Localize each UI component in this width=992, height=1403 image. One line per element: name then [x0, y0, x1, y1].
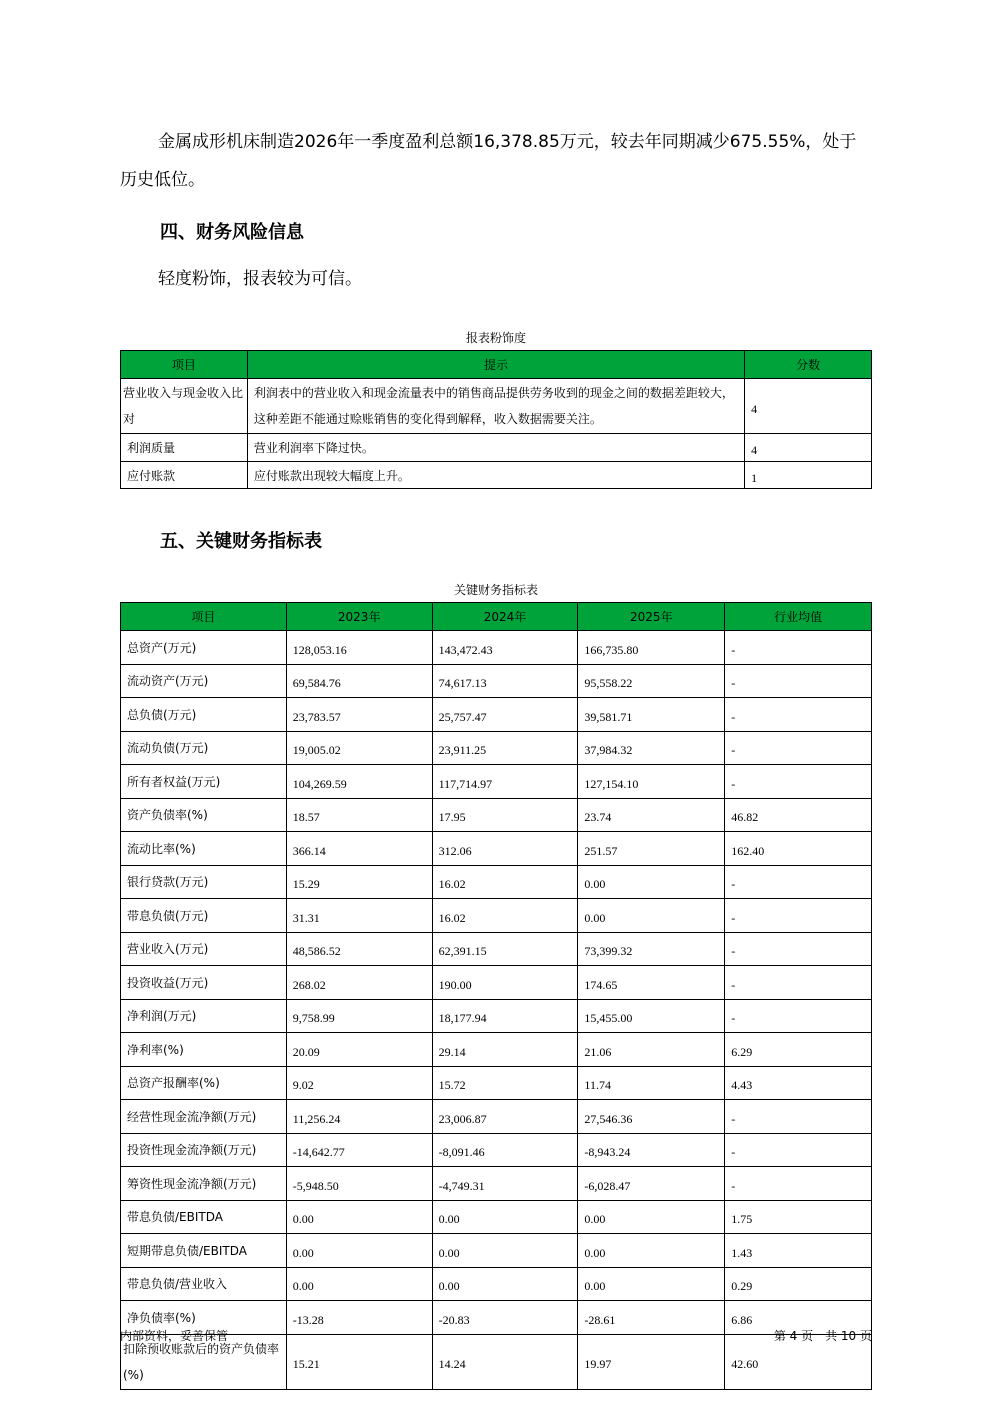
table-row	[121, 434, 872, 462]
kpi-2025: 166,735.80	[578, 631, 725, 665]
kpi-2024: 25,757.47	[432, 698, 578, 732]
kpi-industry-avg: -	[725, 865, 872, 899]
kpi-2025: 0.00	[578, 1267, 725, 1301]
kpi-item: 扣除预收账款后的资产负债率(%)	[121, 1334, 287, 1389]
table-row	[121, 966, 872, 1000]
risk-score: 4	[745, 379, 872, 434]
kpi-2024: 17.95	[432, 798, 578, 832]
section-4-title: 四、财务风险信息	[160, 222, 304, 243]
kpi-2025: 0.00	[578, 899, 725, 933]
kpi-2023: 268.02	[286, 966, 432, 1000]
table-row	[121, 865, 872, 899]
kpi-2023: 9.02	[286, 1066, 432, 1100]
kpi-industry-avg: 6.86	[725, 1301, 872, 1335]
kpi-item: 短期带息负债/EBITDA	[121, 1234, 287, 1268]
kpi-2023: -5,948.50	[286, 1167, 432, 1201]
kpi-2024: 0.00	[432, 1234, 578, 1268]
kpi-2024: 190.00	[432, 966, 578, 1000]
kpi-2023: 9,758.99	[286, 999, 432, 1033]
kpi-2025: 19.97	[578, 1334, 725, 1389]
kpi-2023: 19,005.02	[286, 731, 432, 765]
kpi-2023: 23,783.57	[286, 698, 432, 732]
kpi-2025: 23.74	[578, 798, 725, 832]
table-row	[121, 1066, 872, 1100]
kpi-2025: 0.00	[578, 1234, 725, 1268]
kpi-2023: 69,584.76	[286, 664, 432, 698]
kpi-2025: 21.06	[578, 1033, 725, 1067]
kpi-2024: 18,177.94	[432, 999, 578, 1033]
table-row	[121, 1133, 872, 1167]
table-row	[121, 462, 872, 489]
kpi-item: 带息负债/EBITDA	[121, 1200, 287, 1234]
kpi-2024: 23,911.25	[432, 731, 578, 765]
kpi-industry-avg: -	[725, 899, 872, 933]
risk-table-header-row	[121, 351, 872, 379]
intro-line-2: 历史低位。	[120, 170, 205, 190]
kpi-2023: 20.09	[286, 1033, 432, 1067]
kpi-item: 流动资产(万元)	[121, 664, 287, 698]
kpi-2024: 117,714.97	[432, 765, 578, 799]
kpi-item: 总资产(万元)	[121, 631, 287, 665]
kpi-2025: 251.57	[578, 832, 725, 866]
risk-score: 4	[745, 434, 872, 462]
risk-item: 应付账款	[121, 462, 248, 489]
risk-summary-text: 轻度粉饰，报表较为可信。	[158, 269, 362, 289]
table-row	[121, 899, 872, 933]
kpi-2024: -4,749.31	[432, 1167, 578, 1201]
kpi-2023: 0.00	[286, 1267, 432, 1301]
kpi-item: 资产负债率(%)	[121, 798, 287, 832]
kpi-2023: 15.21	[286, 1334, 432, 1389]
kpi-header-2024: 2024年	[432, 603, 578, 631]
kpi-item: 总负债(万元)	[121, 698, 287, 732]
kpi-2023: 0.00	[286, 1234, 432, 1268]
kpi-2023: -14,642.77	[286, 1133, 432, 1167]
kpi-item: 营业收入(万元)	[121, 932, 287, 966]
kpi-industry-avg: 1.43	[725, 1234, 872, 1268]
kpi-industry-avg: -	[725, 731, 872, 765]
kpi-header-2023: 2023年	[286, 603, 432, 631]
kpi-item: 所有者权益(万元)	[121, 765, 287, 799]
kpi-2023: 18.57	[286, 798, 432, 832]
risk-item: 利润质量	[121, 434, 248, 462]
kpi-2024: 62,391.15	[432, 932, 578, 966]
table-row	[121, 932, 872, 966]
kpi-industry-avg: 1.75	[725, 1200, 872, 1234]
kpi-2024: 15.72	[432, 1066, 578, 1100]
kpi-2025: 11.74	[578, 1066, 725, 1100]
table-row	[121, 999, 872, 1033]
kpi-2023: -13.28	[286, 1301, 432, 1335]
kpi-item: 投资性现金流净额(万元)	[121, 1133, 287, 1167]
table-row	[121, 664, 872, 698]
risk-table	[120, 350, 872, 489]
risk-table-caption: 报表粉饰度	[465, 331, 526, 345]
table-row	[121, 698, 872, 732]
kpi-industry-avg: 46.82	[725, 798, 872, 832]
kpi-table	[120, 602, 872, 1390]
kpi-2023: 31.31	[286, 899, 432, 933]
kpi-industry-avg: 6.29	[725, 1033, 872, 1067]
kpi-2025: 73,399.32	[578, 932, 725, 966]
table-row	[121, 1167, 872, 1201]
kpi-2025: -6,028.47	[578, 1167, 725, 1201]
kpi-2025: 37,984.32	[578, 731, 725, 765]
intro-paragraph	[120, 123, 872, 199]
kpi-2024: -20.83	[432, 1301, 578, 1335]
kpi-2023: 0.00	[286, 1200, 432, 1234]
intro-line-1: 金属成形机床制造2026年一季度盈利总额16,378.85万元，较去年同期减少675.55%，处于	[158, 132, 857, 152]
kpi-industry-avg: 0.29	[725, 1267, 872, 1301]
kpi-2024: -8,091.46	[432, 1133, 578, 1167]
kpi-industry-avg: -	[725, 999, 872, 1033]
risk-hint: 营业利润率下降过快。	[247, 434, 744, 462]
table-row	[121, 1234, 872, 1268]
kpi-2024: 74,617.13	[432, 664, 578, 698]
kpi-industry-avg: -	[725, 1167, 872, 1201]
table-row	[121, 631, 872, 665]
kpi-header-item: 项目	[121, 603, 287, 631]
kpi-2024: 0.00	[432, 1200, 578, 1234]
kpi-2024: 0.00	[432, 1267, 578, 1301]
table-row	[121, 731, 872, 765]
kpi-2024: 16.02	[432, 865, 578, 899]
table-row	[121, 1301, 872, 1335]
kpi-table-header-row	[121, 603, 872, 631]
kpi-item: 流动比率(%)	[121, 832, 287, 866]
kpi-table-caption: 关键财务指标表	[453, 583, 538, 597]
table-row	[121, 1200, 872, 1234]
kpi-item: 经营性现金流净额(万元)	[121, 1100, 287, 1134]
kpi-industry-avg: 4.43	[725, 1066, 872, 1100]
kpi-item: 筹资性现金流净额(万元)	[121, 1167, 287, 1201]
kpi-item: 净负债率(%)	[121, 1301, 287, 1335]
kpi-industry-avg: -	[725, 765, 872, 799]
kpi-item: 带息负债/营业收入	[121, 1267, 287, 1301]
risk-hint: 利润表中的营业收入和现金流量表中的销售商品提供劳务收到的现金之间的数据差距较大，这种差距不能通过赊账销售的变化得到解释，收入数据需要关注。	[247, 379, 744, 434]
kpi-item: 投资收益(万元)	[121, 966, 287, 1000]
kpi-2023: 48,586.52	[286, 932, 432, 966]
kpi-2024: 312.06	[432, 832, 578, 866]
kpi-2025: 95,558.22	[578, 664, 725, 698]
kpi-item: 净利润(万元)	[121, 999, 287, 1033]
kpi-2023: 366.14	[286, 832, 432, 866]
risk-header-score: 分数	[745, 351, 872, 379]
table-row	[121, 1100, 872, 1134]
kpi-industry-avg: -	[725, 966, 872, 1000]
kpi-item: 总资产报酬率(%)	[121, 1066, 287, 1100]
table-row	[121, 832, 872, 866]
kpi-industry-avg: -	[725, 1133, 872, 1167]
kpi-header-industry-avg: 行业均值	[725, 603, 872, 631]
kpi-industry-avg: -	[725, 1100, 872, 1134]
kpi-industry-avg: 162.40	[725, 832, 872, 866]
kpi-2023: 11,256.24	[286, 1100, 432, 1134]
kpi-industry-avg: -	[725, 698, 872, 732]
kpi-2024: 16.02	[432, 899, 578, 933]
kpi-2024: 143,472.43	[432, 631, 578, 665]
section-5-title: 五、关键财务指标表	[160, 531, 322, 552]
risk-score: 1	[745, 462, 872, 489]
kpi-2025: -28.61	[578, 1301, 725, 1335]
kpi-industry-avg: 42.60	[725, 1334, 872, 1389]
table-row	[121, 765, 872, 799]
kpi-2025: 39,581.71	[578, 698, 725, 732]
risk-summary	[120, 260, 872, 298]
kpi-2023: 104,269.59	[286, 765, 432, 799]
kpi-2025: 174.65	[578, 966, 725, 1000]
table-row	[121, 1334, 872, 1389]
kpi-2024: 23,006.87	[432, 1100, 578, 1134]
risk-header-hint: 提示	[247, 351, 744, 379]
risk-header-item: 项目	[121, 351, 248, 379]
table-row	[121, 1267, 872, 1301]
kpi-2025: 15,455.00	[578, 999, 725, 1033]
kpi-item: 净利率(%)	[121, 1033, 287, 1067]
table-row	[121, 1033, 872, 1067]
table-row	[121, 379, 872, 434]
kpi-header-2025: 2025年	[578, 603, 725, 631]
kpi-2024: 29.14	[432, 1033, 578, 1067]
kpi-industry-avg: -	[725, 664, 872, 698]
kpi-2025: 0.00	[578, 1200, 725, 1234]
risk-hint: 应付账款出现较大幅度上升。	[247, 462, 744, 489]
kpi-industry-avg: -	[725, 631, 872, 665]
kpi-2025: 0.00	[578, 865, 725, 899]
kpi-item: 银行贷款(万元)	[121, 865, 287, 899]
risk-item: 营业收入与现金收入比对	[121, 379, 248, 434]
kpi-2025: -8,943.24	[578, 1133, 725, 1167]
kpi-2023: 15.29	[286, 865, 432, 899]
kpi-item: 流动负债(万元)	[121, 731, 287, 765]
kpi-2025: 27,546.36	[578, 1100, 725, 1134]
kpi-2023: 128,053.16	[286, 631, 432, 665]
kpi-2024: 14.24	[432, 1334, 578, 1389]
footer-page-number: 第 4 页 共 10 页	[773, 1329, 872, 1343]
kpi-item: 带息负债(万元)	[121, 899, 287, 933]
footer-confidential-note: 内部资料，妥善保管	[120, 1329, 229, 1343]
table-row	[121, 798, 872, 832]
kpi-2025: 127,154.10	[578, 765, 725, 799]
kpi-industry-avg: -	[725, 932, 872, 966]
